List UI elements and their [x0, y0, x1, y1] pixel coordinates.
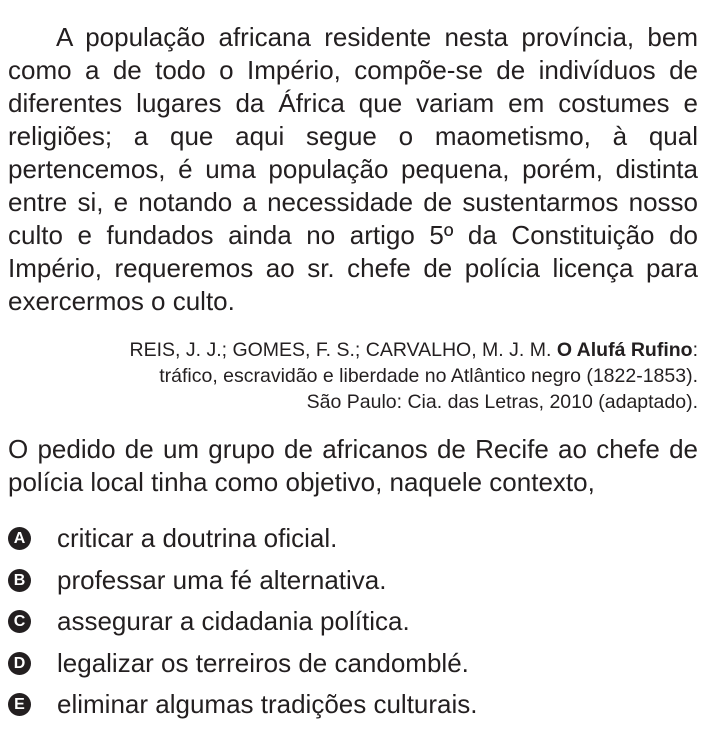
- passage-text: A população africana residente nesta província, bem como a de todo o Império, compõe-se de indivíduos de diferentes lugares da África que variam em costumes e religiões; a que aqui segue o maometismo, à qual pertencemos, é uma população pequena, porém, distinta entre si, e notando a necessidade de sustentarmos nosso culto e fundados ainda no artigo 5º da Constituição do Império, requeremos ao sr. chefe de polícia licença para exercermos o culto.: [8, 22, 698, 316]
- reference-colon: :: [692, 339, 698, 361]
- option-e-text: eliminar algumas tradições culturais.: [57, 689, 478, 720]
- option-d-text: legalizar os terreiros de candomblé.: [57, 647, 469, 678]
- option-d[interactable]: [8, 643, 698, 685]
- option-d-letter-badge: D: [8, 652, 31, 675]
- option-e-letter-badge: E: [8, 693, 31, 716]
- source-passage: [8, 21, 698, 318]
- reference-subtitle: tráfico, escravidão e liberdade no Atlântico negro (1822-1853).: [159, 365, 698, 387]
- option-c-text: assegurar a cidadania política.: [57, 606, 410, 637]
- option-e[interactable]: [8, 684, 698, 726]
- question-text: O pedido de um grupo de africanos de Recife ao chefe de polícia local tinha como objetivo, naquele contexto,: [8, 434, 698, 497]
- option-a-letter-badge: A: [8, 527, 31, 550]
- option-b[interactable]: [8, 560, 698, 602]
- option-b-text: professar uma fé alternativa.: [57, 564, 387, 595]
- question-stem: [8, 433, 698, 499]
- option-a-text: criticar a doutrina oficial.: [57, 523, 338, 554]
- option-c-letter-badge: C: [8, 610, 31, 633]
- option-a[interactable]: [8, 518, 698, 560]
- option-c[interactable]: [8, 601, 698, 643]
- reference-line-1: [8, 337, 698, 363]
- reference-title: O Alufá Rufino: [556, 339, 693, 361]
- answer-options: [8, 518, 698, 726]
- reference-authors: REIS, J. J.; GOMES, F. S.; CARVALHO, M. J. M.: [129, 339, 557, 361]
- bibliographic-reference: [8, 337, 698, 415]
- reference-publisher: São Paulo: Cia. das Letras, 2010 (adaptado).: [306, 391, 698, 413]
- option-b-letter-badge: B: [8, 569, 31, 592]
